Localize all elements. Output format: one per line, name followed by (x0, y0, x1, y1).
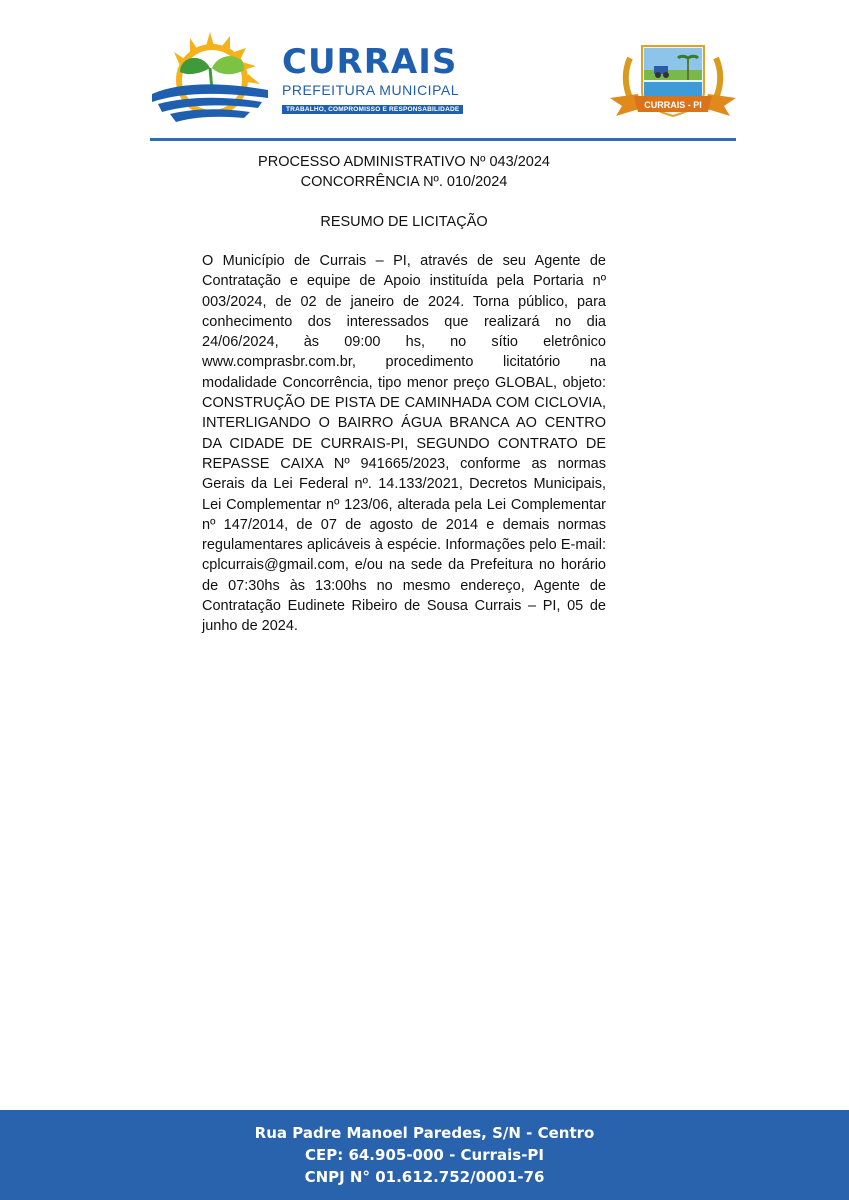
header-divider (150, 138, 736, 141)
footer-cnpj: CNPJ N° 01.612.752/0001-76 (304, 1168, 545, 1186)
document-heading: RESUMO DE LICITAÇÃO (320, 214, 488, 230)
brand-name: CURRAIS (282, 42, 458, 82)
footer-bar (0, 1110, 849, 1200)
brand-subtitle: PREFEITURA MUNICIPAL (282, 82, 459, 98)
competition-number: CONCORRÊNCIA Nº. 010/2024 (300, 174, 508, 190)
letterhead (0, 0, 849, 145)
process-number: PROCESSO ADMINISTRATIVO Nº 043/2024 (258, 154, 550, 170)
footer-address: Rua Padre Manoel Paredes, S/N - Centro (254, 1124, 595, 1142)
currais-logo-icon (150, 28, 280, 128)
notice-paragraph: O Município de Currais – PI, através de seu Agente de Contratação e equipe de Apoio instituída pela Portaria nº 003/2024, de 02 de janeiro de 2024. Torna público, para conhecimento dos interessados que realizará no dia 24/06/2024, às 09:00 hs, no sítio eletrônico www.comprasbr.com.br, procedimento licitatório na modalidade Concorrência, tipo menor preço GLOBAL, objeto: CONSTRUÇÃO DE PISTA DE CAMINHADA COM CICLOVIA, INTERLIGANDO O BAIRRO ÁGUA BRANCA AO CENTRO DA CIDADE DE CURRAIS-PI, SEGUNDO CONTRATO DE REPASSE CAIXA Nº 941665/2023, conforme as normas Gerais da Lei Federal nº. 14.133/2021, Decretos Municipais, Lei Complementar nº 123/06, alterada pela Lei Complementar nº 147/2014, de 07 de agosto de 2014 e demais normas regulamentares aplicáveis à espécie. Informações pelo E-mail: cplcurrais@gmail.com, e/ou na sede da Prefeitura no horário de 07:30hs às 13:00hs no mesmo endereço, Agente de Contratação Eudinete Ribeiro de Sousa Currais – PI, 05 de junho de 2024. (202, 253, 606, 635)
municipal-seal-icon (608, 36, 738, 128)
seal-label: CURRAIS - PI (644, 100, 702, 110)
brand-block (282, 44, 463, 116)
footer-cep: CEP: 64.905-000 - Currais-PI (304, 1146, 545, 1164)
brand-tagline: TRABALHO, COMPROMISSO E RESPONSABILIDADE (282, 105, 463, 114)
